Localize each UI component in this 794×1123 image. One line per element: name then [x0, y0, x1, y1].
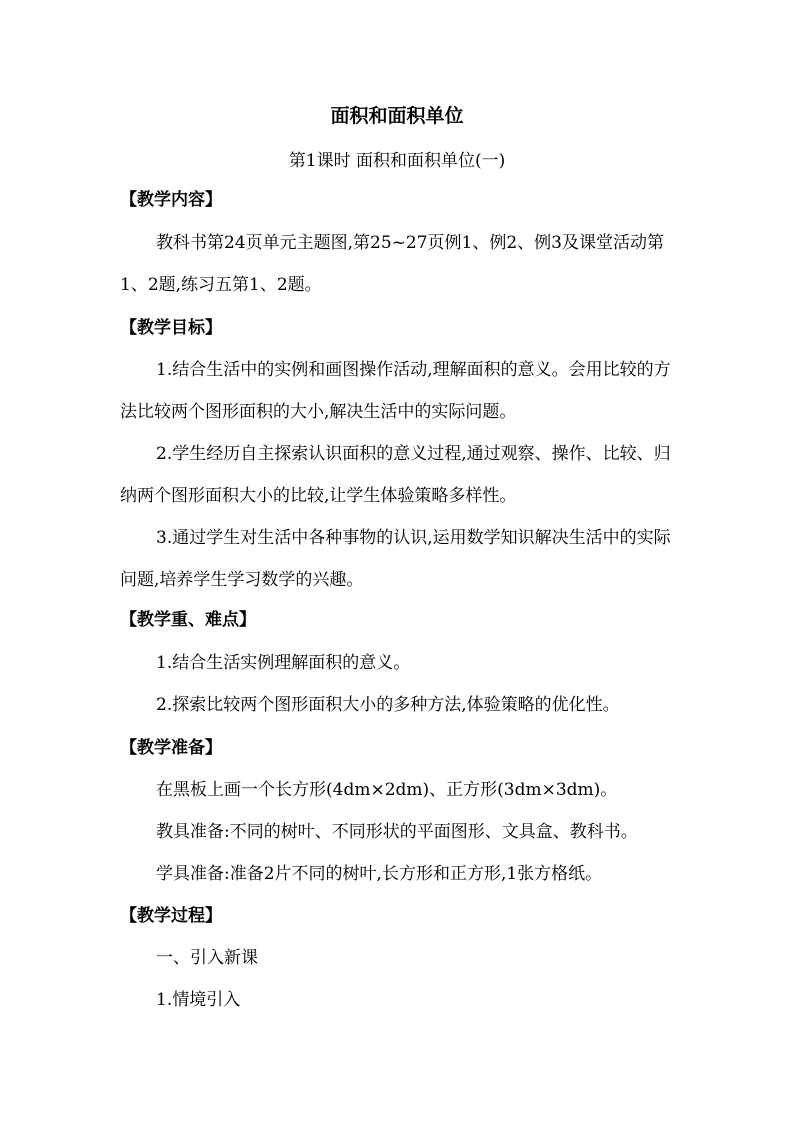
paragraph: 教具准备:不同的树叶、不同形状的平面图形、文具盒、教科书。 — [156, 822, 638, 842]
paragraph: 2.学生经历自主探索认识面积的意义过程,通过观察、操作、比较、归纳两个图形面积大小的比较,让学生体验策略多样性。 — [120, 444, 671, 506]
section-heading-content: 【教学内容】 — [120, 190, 222, 210]
paragraph: 1.情境引入 — [156, 990, 241, 1010]
section-heading-goals: 【教学目标】 — [120, 318, 222, 338]
section-heading-preparation: 【教学准备】 — [120, 738, 222, 758]
paragraph: 1.结合生活实例理解面积的意义。 — [156, 653, 411, 673]
paragraph: 在黑板上画一个长方形(4dm×2dm)、正方形(3dm×3dm)。 — [156, 780, 618, 800]
paragraph: 一、引入新课 — [156, 948, 258, 968]
section-body-preparation — [120, 769, 680, 895]
document-title: 面积和面积单位 — [330, 105, 464, 127]
paragraph: 2.探索比较两个图形面积大小的多种方法,体验策略的优化性。 — [156, 695, 620, 715]
section-body-process — [120, 937, 680, 1021]
paragraph: 教科书第24页单元主题图,第25~27页例1、例2、例3及课堂活动第1、2题,练习五第1、2题。 — [120, 233, 664, 295]
paragraph: 学具准备:准备2片不同的树叶,长方形和正方形,1张方格纸。 — [156, 864, 603, 884]
lesson-subtitle: 第1课时 面积和面积单位(一) — [288, 151, 506, 171]
section-body-content — [120, 222, 680, 306]
section-heading-process: 【教学过程】 — [120, 906, 222, 926]
section-body-goals — [120, 349, 680, 601]
paragraph: 3.通过学生对生活中各种事物的认识,运用数学知识解决生活中的实际问题,培养学生学习数学的兴趣。 — [120, 528, 671, 590]
paragraph: 1.结合生活中的实例和画图操作活动,理解面积的意义。会用比较的方法比较两个图形面积的大小,解决生活中的实际问题。 — [120, 360, 671, 422]
section-heading-keypoints: 【教学重、难点】 — [120, 610, 256, 630]
section-body-keypoints — [120, 642, 680, 726]
